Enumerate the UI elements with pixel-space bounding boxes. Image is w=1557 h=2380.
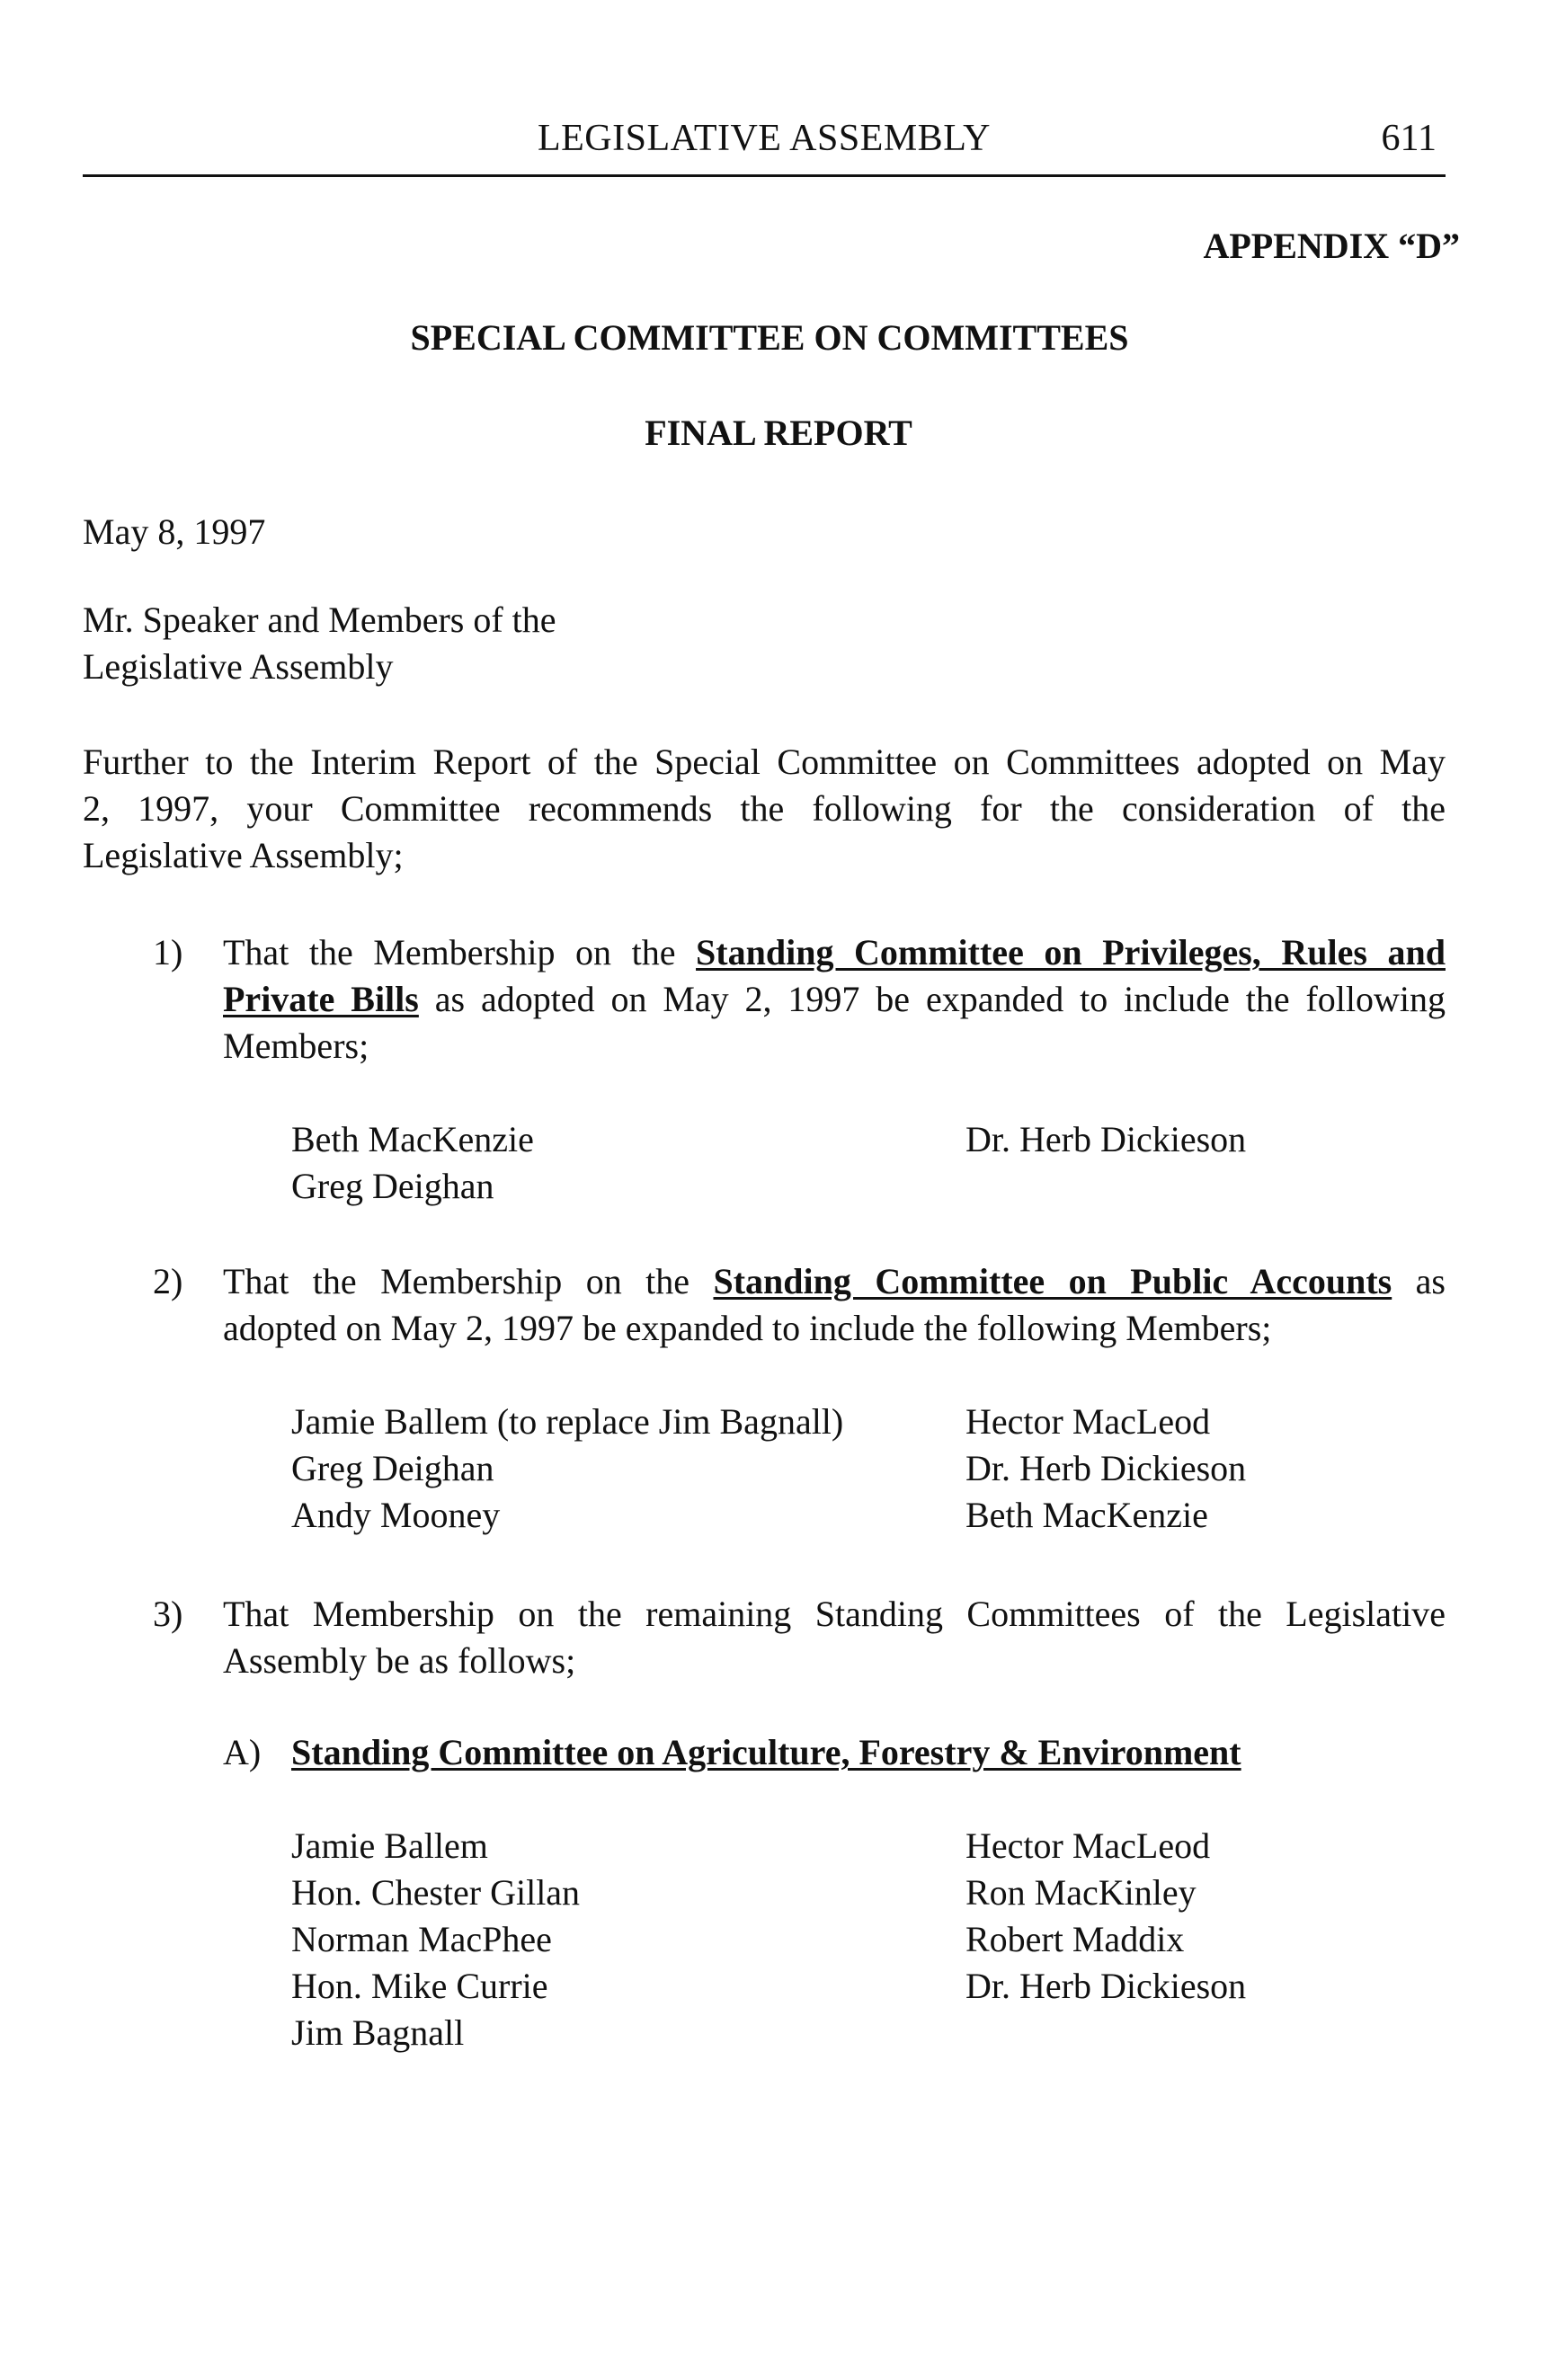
member-name: Hector MacLeod — [965, 1401, 1211, 1442]
subsection-letter: A) — [223, 1732, 262, 1772]
member-name: Beth MacKenzie — [965, 1495, 1208, 1535]
header-rule — [83, 174, 1446, 177]
subsection-a-heading — [223, 1729, 1241, 1776]
member-column-right — [965, 1823, 1246, 2010]
member-name: Robert Maddix — [965, 1919, 1185, 1959]
item-number: 1) — [153, 932, 183, 972]
member-name: Norman MacPhee — [291, 1919, 552, 1959]
member-column-right — [965, 1399, 1246, 1539]
item-text-line-2: Assembly be as follows; — [223, 1640, 576, 1681]
member-name: Dr. Herb Dickieson — [965, 1448, 1247, 1488]
member-name: Andy Mooney — [291, 1495, 501, 1535]
item-text-end: Members; — [223, 1026, 369, 1066]
committee-name-part-1: Standing Committee on Privileges, Rules and — [696, 932, 1446, 972]
item-text-before: That the Membership on the — [223, 1261, 714, 1301]
member-name: Hon. Chester Gillan — [291, 1872, 581, 1913]
item-text — [223, 1591, 1446, 1684]
salutation-line-1: Mr. Speaker and Members of the — [83, 599, 556, 640]
member-column-left — [291, 1823, 580, 2056]
member-name: Dr. Herb Dickieson — [965, 1119, 1247, 1159]
salutation-line-2: Legislative Assembly — [83, 646, 394, 687]
member-column-left — [291, 1116, 534, 1210]
item-text-after: as — [1392, 1261, 1446, 1301]
member-name: Ron MacKinley — [965, 1872, 1197, 1913]
committee-name-part-2: Private Bills — [223, 979, 419, 1019]
member-name: Greg Deighan — [291, 1448, 494, 1488]
running-title: LEGISLATIVE ASSEMBLY — [538, 118, 991, 159]
salutation — [83, 597, 1446, 690]
item-number: 3) — [153, 1594, 183, 1634]
member-column-right — [965, 1116, 1246, 1163]
member-column-left — [291, 1399, 843, 1539]
report-title: FINAL REPORT — [645, 413, 912, 453]
member-name: Jim Bagnall — [291, 2012, 465, 2053]
item-text-line-1: That Membership on the remaining Standing Committees of the Legislative — [223, 1594, 1446, 1634]
member-name: Beth MacKenzie — [291, 1119, 534, 1159]
member-name: Hector MacLeod — [965, 1825, 1211, 1866]
report-date: May 8, 1997 — [83, 511, 266, 552]
item-text — [223, 929, 1446, 1070]
item-text — [223, 1258, 1446, 1352]
intro-line-3: Legislative Assembly; — [83, 835, 404, 875]
item-text-after: as adopted on May 2, 1997 be expanded to include the following — [418, 979, 1446, 1019]
intro-line-2: 2, 1997, your Committee recommends the following for the consideration of the — [83, 788, 1446, 829]
intro-line-1: Further to the Interim Report of the Special Committee on Committees adopted on May — [83, 742, 1446, 782]
committee-name: Standing Committee on Public Accounts — [713, 1261, 1392, 1301]
member-name: Jamie Ballem (to replace Jim Bagnall) — [291, 1401, 844, 1442]
member-name: Jamie Ballem — [291, 1825, 488, 1866]
item-number: 2) — [153, 1261, 183, 1301]
committee-title: SPECIAL COMMITTEE ON COMMITTEES — [410, 317, 1129, 358]
intro-paragraph — [83, 739, 1446, 879]
member-name: Dr. Herb Dickieson — [965, 1966, 1247, 2006]
appendix-label: APPENDIX “D” — [1203, 226, 1460, 266]
subsection-committee-name: Standing Committee on Agriculture, Forestry & Environment — [291, 1732, 1241, 1772]
running-header — [83, 115, 1446, 165]
member-name: Hon. Mike Currie — [291, 1966, 548, 2006]
page-number: 611 — [1381, 118, 1437, 159]
member-name: Greg Deighan — [291, 1166, 494, 1206]
item-text-end: adopted on May 2, 1997 be expanded to include the following Members; — [223, 1308, 1272, 1348]
item-text-before: That the Membership on the — [223, 932, 697, 972]
